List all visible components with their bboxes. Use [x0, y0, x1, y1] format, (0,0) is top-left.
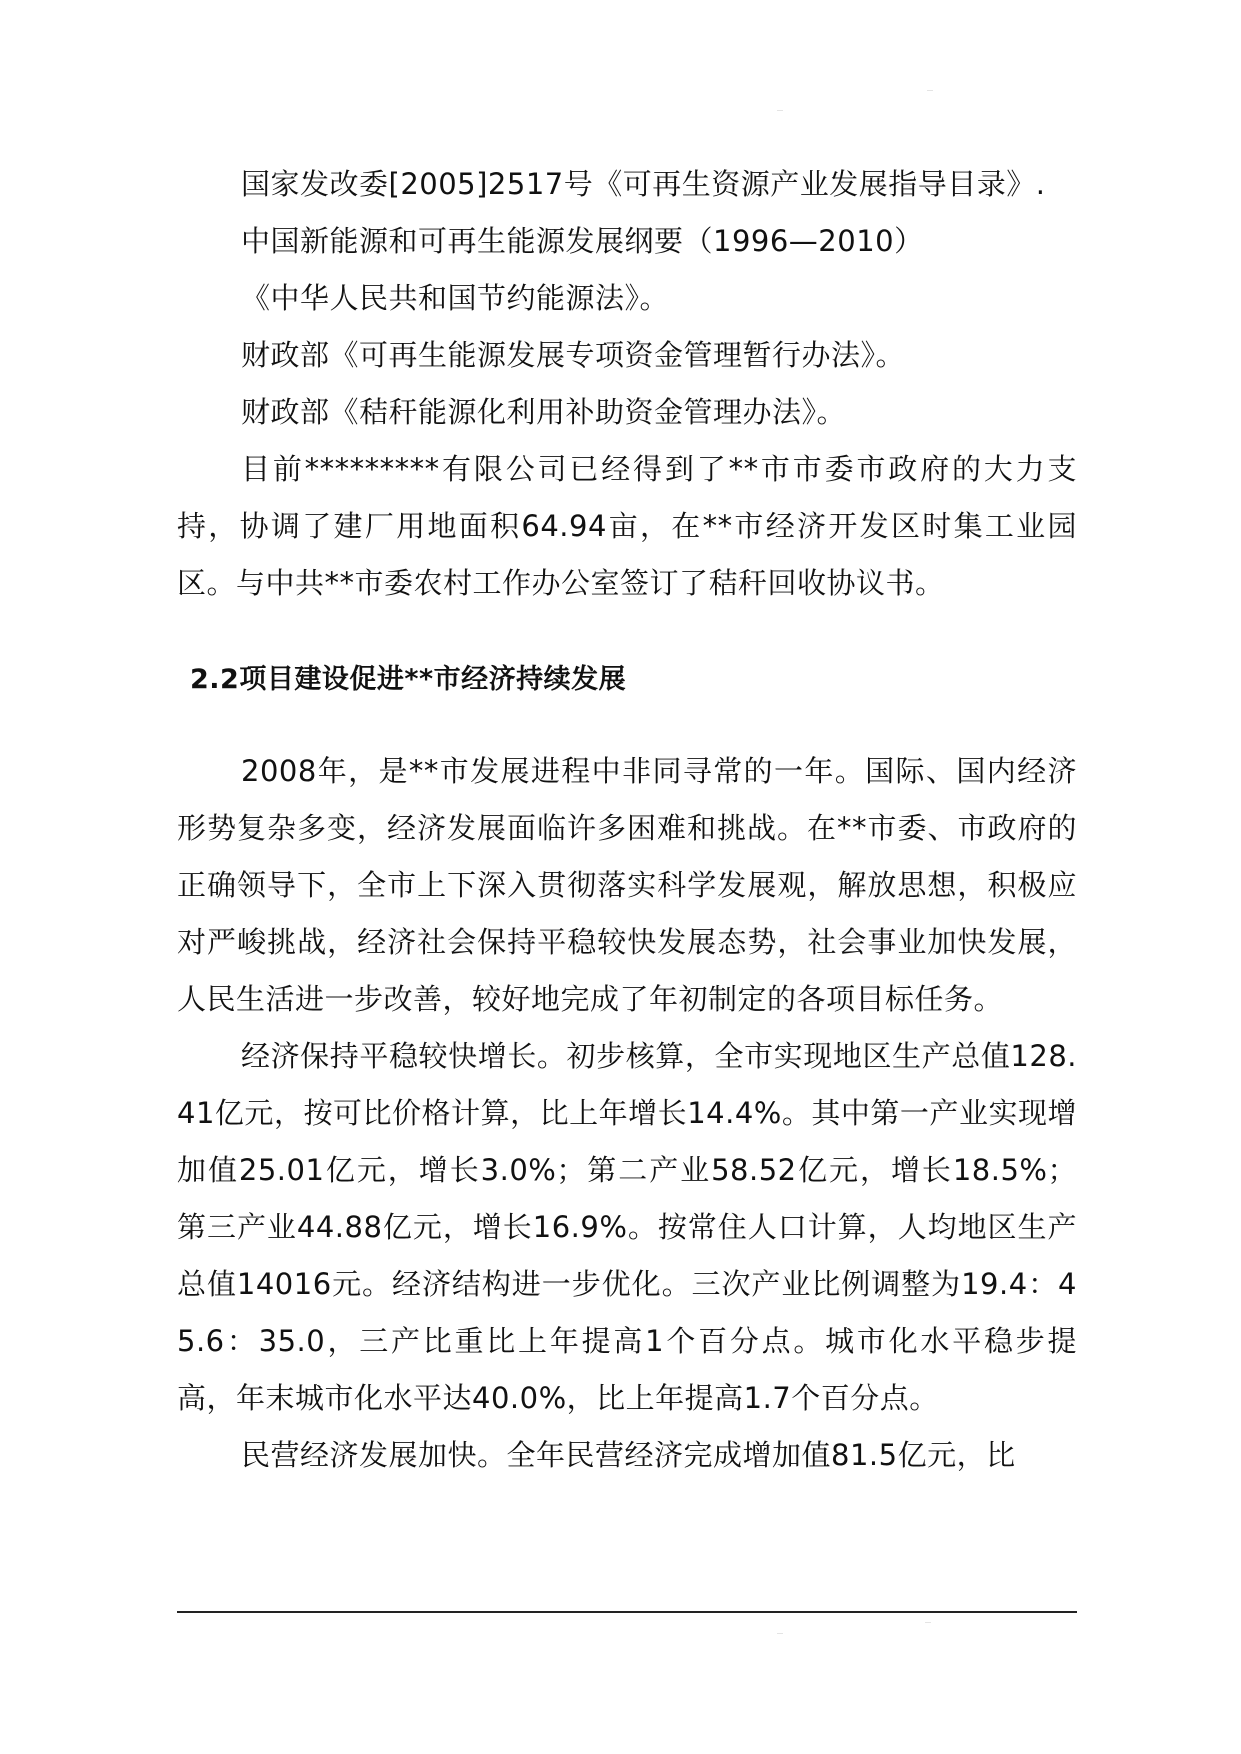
intro-paragraph: 目前*********有限公司已经得到了**市市委市政府的大力支持，协调了建厂用地面积64.94亩，在**市经济开发区时集工业园区。与中共**市委农村工作办公室签订了秸秆回收协议书。 [177, 452, 1077, 600]
body-paragraph: 民营经济发展加快。全年民营经济完成增加值81.5亿元，比 [241, 1438, 1016, 1472]
scan-speck [925, 1622, 931, 1623]
footer-divider [177, 1611, 1077, 1613]
references-block [177, 156, 1077, 612]
body-paragraph: 经济保持平稳较快增长。初步核算，全市实现地区生产总值128.41亿元，按可比价格计算，比上年增长14.4%。其中第一产业实现增加值25.01亿元，增长3.0%；第二产业58.52亿元，增长18.5%；第三产业44.88亿元，增长16.9%。按常住人口计算，人均地区生产总值14016元。经济结构进一步优化。三次产业比例调整为19.4：45.6：35.0，三产比重比上年提高1个百分点。城市化水平稳步提高，年末城市化水平达40.0%，比上年提高1.7个百分点。 [177, 1039, 1077, 1415]
section-body [177, 743, 1077, 1484]
reference-line: 财政部《可再生能源发展专项资金管理暂行办法》。 [241, 338, 906, 372]
reference-line: 《中华人民共和国节约能源法》。 [241, 281, 670, 315]
reference-line: 国家发改委[2005]2517号《可再生资源产业发展指导目录》. [241, 167, 1046, 201]
reference-line: 财政部《秸秆能源化利用补助资金管理办法》。 [241, 395, 847, 429]
reference-line: 中国新能源和可再生能源发展纲要（1996—2010） [241, 224, 924, 258]
scan-speck [927, 90, 933, 91]
body-paragraph: 2008年，是**市发展进程中非同寻常的一年。国际、国内经济形势复杂多变，经济发展面临许多困难和挑战。在**市委、市政府的正确领导下，全市上下深入贯彻落实科学发展观，解放思想，积极应对严峻挑战，经济社会保持平稳较快发展态势，社会事业加快发展，人民生活进一步改善，较好地完成了年初制定的各项目标任务。 [177, 754, 1077, 1016]
section-heading: 2.2项目建设促进**市经济持续发展 [190, 664, 627, 695]
scan-speck [777, 110, 783, 111]
scan-speck [777, 1633, 783, 1634]
